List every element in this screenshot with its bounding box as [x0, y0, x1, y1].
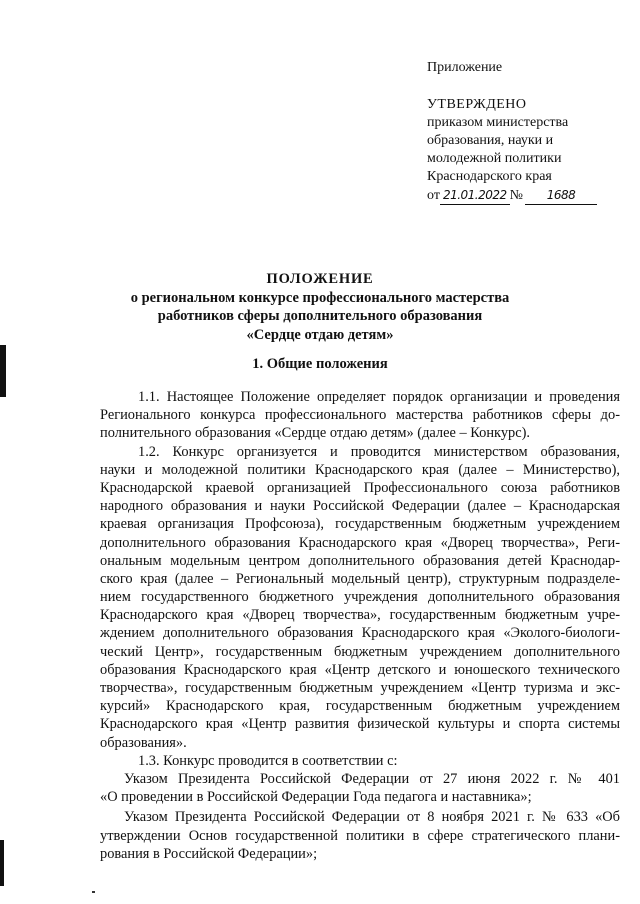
text-line: рования в Российской Федерации»;: [100, 845, 318, 862]
text-line: Краснодарского края «Дворец творчества», государственным бюджетным учре-: [100, 607, 620, 624]
approved-heading: УТВЕРЖДЕНО: [427, 97, 527, 112]
approval-line: молодежной политики: [427, 151, 562, 166]
text-line: нием государственного бюджетного учреждения дополнительного образования: [100, 589, 620, 606]
text-line: ональным модельным центром дополнительного образования детей Краснодар-: [100, 552, 620, 569]
text-line: 1.1. Настоящее Положение определяет порядок организации и проведения: [138, 389, 620, 405]
text-line: ского края (далее – Региональный модельный центр), структурным подразделе-: [100, 570, 620, 587]
title-line: о региональном конкурсе профессионального мастерства: [130, 289, 510, 306]
text-line: образования».: [100, 734, 187, 751]
title-main: ПОЛОЖЕНИЕ: [266, 271, 374, 287]
order-number: 1688: [525, 186, 597, 205]
text-line: науки и молодежной политики Краснодарского края (далее – Министерство),: [100, 461, 620, 478]
paragraph-decree-633: [100, 808, 620, 863]
approval-line: образования, науки и: [427, 133, 554, 148]
text-line: творчества», государственным бюджетным учреждением «Центр туризма и экс-: [100, 680, 620, 696]
order-prefix: от: [427, 188, 440, 203]
approval-text: [427, 114, 627, 186]
text-line: Указом Президента Российской Федерации от 8 ноября 2021 г. № 633 «Об: [124, 809, 620, 826]
order-line: [427, 186, 597, 205]
text-line: 1.3. Конкурс проводится в соответствии с:: [138, 752, 398, 769]
text-line: курсий» Краснодарского края, государственным бюджетным учреждением: [100, 698, 620, 715]
document-body: [100, 388, 620, 863]
text-line: ждением дополнительного образования Краснодарского края «Эколого-биологи-: [100, 625, 620, 642]
text-line: ческий Центр», государственным бюджетным учреждением дополнительного: [100, 643, 620, 660]
text-line: Краснодарского края «Центр развития физической культуры и спорта системы: [100, 716, 620, 733]
text-line: «О проведении в Российской Федерации Года педагога и наставника»;: [100, 789, 532, 806]
section-heading: 1. Общие положения: [252, 356, 388, 372]
text-line: образования Краснодарского края «Центр детского и юношеского технического: [100, 661, 620, 678]
text-line: 1.2. Конкурс организуется и проводится министерством образования,: [138, 443, 620, 460]
text-line: полнительного образования «Сердце отдаю детям» (далее – Конкурс).: [100, 425, 531, 442]
text-line: Указом Президента Российской Федерации от 27 июня 2022 г. № 401: [124, 770, 620, 787]
order-number-label: №: [509, 188, 524, 203]
paragraph-1-1: [100, 388, 620, 443]
scan-artifact-bar: [0, 840, 4, 886]
approval-line: Краснодарского края: [427, 169, 552, 184]
paragraph-1-3: [100, 752, 620, 770]
text-line: краевая организация Профсоюза), государственным бюджетным учреждением: [100, 516, 620, 533]
text-line: утверждении Основ государственной политики в сфере стратегического плани-: [100, 827, 620, 844]
title-line: работников сферы дополнительного образования: [157, 308, 483, 324]
text-line: дополнительного образования Краснодарского края «Дворец творчества», Реги-: [100, 534, 620, 551]
document-title: [0, 270, 640, 344]
approval-line: приказом министерства: [427, 115, 569, 130]
text-line: Регионального конкурса профессионального мастерства работников сферы до-: [100, 407, 620, 424]
paragraph-decree-401: [100, 770, 620, 806]
scan-artifact-speck: [92, 891, 95, 893]
order-date: 21.01.2022: [440, 186, 510, 205]
text-line: Краснодарской краевой организацией Профессионального союза работников: [100, 479, 620, 496]
title-line: «Сердце отдаю детям»: [246, 326, 394, 343]
appendix-label: Приложение: [427, 60, 503, 75]
text-line: народного образования и науки Российской Федерации (далее – Краснодарская: [100, 498, 620, 515]
paragraph-1-2: [100, 443, 620, 752]
